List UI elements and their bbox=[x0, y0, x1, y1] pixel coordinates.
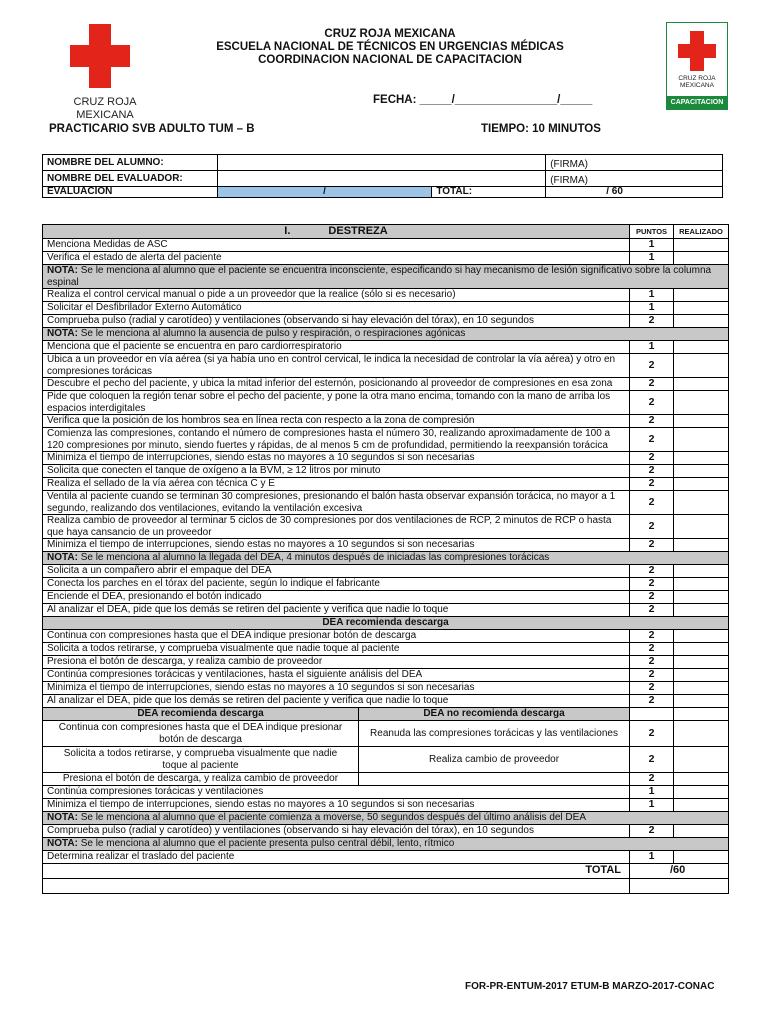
nota-label: NOTA: bbox=[47, 552, 78, 564]
nota-body: Se le menciona al alumno que el paciente presenta pulso central débil, lento, rítmico bbox=[77, 838, 455, 850]
criterion-text: Solicitar el Desfibrilador Externo Automático bbox=[43, 302, 630, 315]
realizado-checkbox[interactable] bbox=[674, 747, 729, 773]
realizado-checkbox[interactable] bbox=[674, 565, 729, 578]
table-row bbox=[43, 415, 729, 428]
logo-left-line1: CRUZ ROJA bbox=[73, 96, 137, 108]
criterion-text: Pide que coloquen la región tenar sobre el pecho del paciente, y pone la otra mano encima, tomando con la mano de arriba los espacios interdigitales bbox=[43, 391, 630, 415]
logo-left-line2: MEXICANA bbox=[76, 109, 134, 121]
realizado-checkbox[interactable] bbox=[674, 239, 729, 252]
table-row bbox=[43, 825, 729, 838]
points-value: 2 bbox=[630, 378, 674, 391]
table-row bbox=[43, 491, 729, 515]
criterion-text: Minimiza el tiempo de interrupciones, siendo estas no mayores a 10 segundos si son necesarias bbox=[43, 682, 630, 695]
table-row bbox=[43, 354, 729, 378]
criterion-text: Comprueba pulso (radial y carotídeo) y ventilaciones (observando si hay elevación del tórax), en 10 segundos bbox=[43, 315, 630, 328]
split-left-text: Continua con compresiones hasta que el DEA indique presionar botón de descarga bbox=[43, 721, 359, 747]
footer-code: FOR-PR-ENTUM-2017 ETUM-B MARZO-2017-CONAC bbox=[465, 981, 715, 992]
realizado-checkbox[interactable] bbox=[674, 452, 729, 465]
points-value: 1 bbox=[630, 851, 674, 864]
nota-label: NOTA: bbox=[47, 265, 78, 276]
red-cross-icon bbox=[678, 31, 716, 71]
points-value: 1 bbox=[630, 786, 674, 799]
header-line2: ESCUELA NACIONAL DE TÉCNICOS EN URGENCIAS MÉDICAS bbox=[216, 41, 564, 53]
criterion-text: Descubre el pecho del paciente, y ubica la mitad inferior del esternón, posicionando al proveedor de compresiones en esa zona bbox=[43, 378, 630, 391]
split-left-text: Solicita a todos retirarse, y comprueba visualmente que nadie toque al paciente bbox=[43, 747, 359, 773]
firma-evaluador[interactable]: (FIRMA) bbox=[546, 171, 723, 187]
points-value: 2 bbox=[630, 465, 674, 478]
table-row bbox=[43, 799, 729, 812]
table-row bbox=[43, 289, 729, 302]
realizado-checkbox[interactable] bbox=[674, 695, 729, 708]
table-row bbox=[43, 378, 729, 391]
realizado-checkbox[interactable] bbox=[674, 302, 729, 315]
split-right-text bbox=[359, 773, 630, 786]
nota-label: NOTA: bbox=[47, 838, 78, 850]
realizado-checkbox[interactable] bbox=[674, 354, 729, 378]
realizado-checkbox[interactable] bbox=[674, 630, 729, 643]
total-label: TOTAL: bbox=[432, 187, 546, 198]
document-header bbox=[180, 28, 600, 67]
nota-row bbox=[43, 328, 729, 341]
nota-row bbox=[43, 265, 729, 289]
table-row bbox=[43, 539, 729, 552]
realizado-checkbox[interactable] bbox=[674, 315, 729, 328]
criterion-text: Solicita a todos retirarse, y comprueba visualmente que nadie toque al paciente bbox=[43, 643, 630, 656]
fecha-field[interactable]: FECHA: _____/________________/_____ bbox=[373, 94, 593, 106]
total-label: TOTAL bbox=[43, 864, 630, 879]
realizado-checkbox[interactable] bbox=[674, 491, 729, 515]
split-row bbox=[43, 773, 729, 786]
points-value: 2 bbox=[630, 825, 674, 838]
alumno-input[interactable] bbox=[217, 155, 545, 171]
table-row bbox=[43, 252, 729, 265]
points-value: 1 bbox=[630, 252, 674, 265]
table-row bbox=[43, 428, 729, 452]
criterion-text: Continúa compresiones torácicas y ventilaciones bbox=[43, 786, 630, 799]
table-row bbox=[43, 851, 729, 864]
table-row bbox=[43, 452, 729, 465]
criterion-text: Ubica a un proveedor en vía aérea (si ya había uno en control cervical, le indica la necesidad de controlar la vía aérea) y otro en compresiones torácicas bbox=[43, 354, 630, 378]
points-value: 2 bbox=[630, 515, 674, 539]
section-number: I. bbox=[284, 224, 291, 237]
section-title bbox=[43, 225, 630, 239]
col-realizado-header: REALIZADO bbox=[674, 225, 729, 239]
realizado-checkbox[interactable] bbox=[674, 289, 729, 302]
criterion-text: Presiona el botón de descarga, y realiza cambio de proveedor bbox=[43, 656, 630, 669]
realizado-checkbox[interactable] bbox=[674, 578, 729, 591]
criterion-text: Enciende el DEA, presionando el botón indicado bbox=[43, 591, 630, 604]
firma-alumno[interactable]: (FIRMA) bbox=[546, 155, 723, 171]
points-value: 1 bbox=[630, 289, 674, 302]
nota-body: Se le menciona al alumno que el paciente comienza a moverse, 50 segundos después del último análisis del DEA bbox=[77, 812, 586, 824]
tiempo-label: TIEMPO: 10 MINUTOS bbox=[481, 123, 601, 135]
evaluador-input[interactable] bbox=[217, 171, 545, 187]
realizado-checkbox[interactable] bbox=[674, 391, 729, 415]
points-value: 2 bbox=[630, 643, 674, 656]
empty-cell bbox=[630, 708, 674, 721]
red-cross-icon bbox=[70, 24, 130, 88]
table-row bbox=[43, 591, 729, 604]
nota-text bbox=[43, 265, 729, 289]
nota-label: NOTA: bbox=[47, 812, 78, 824]
student-info-table bbox=[42, 154, 723, 198]
realizado-checkbox[interactable] bbox=[674, 682, 729, 695]
col-puntos-header: PUNTOS bbox=[630, 225, 674, 239]
criterion-text: Comprueba pulso (radial y carotídeo) y ventilaciones (observando si hay elevación del tórax), en 10 segundos bbox=[43, 825, 630, 838]
criterion-text: Ventila al paciente cuando se terminan 30 compresiones, presionando el balón hasta observar expansión torácica, no mayor a 1 segundo, realizando dos ventilaciones, evitando la ventilación excesiva bbox=[43, 491, 630, 515]
realizado-checkbox[interactable] bbox=[674, 341, 729, 354]
empty-cell bbox=[674, 708, 729, 721]
table-row bbox=[43, 669, 729, 682]
points-value: 2 bbox=[630, 630, 674, 643]
criterion-text: Realiza el sellado de la vía aérea con técnica C y E bbox=[43, 478, 630, 491]
section-header-row bbox=[43, 225, 729, 239]
points-value: 2 bbox=[630, 478, 674, 491]
points-value: 2 bbox=[630, 315, 674, 328]
nota-label: NOTA: bbox=[47, 328, 78, 340]
table-row bbox=[43, 630, 729, 643]
table-row bbox=[43, 239, 729, 252]
evaluacion-label: EVALUACION bbox=[43, 187, 218, 198]
criterion-text: Comienza las compresiones, contando el número de compresiones hasta el número 30, realizando aproximadamente de 100 a 120 compresiones por minuto, siendo fuertes y rápidas, de al menos 5 cm de profundidad, permitiendo la reexpansión torácica bbox=[43, 428, 630, 452]
criterion-text: Realiza cambio de proveedor al terminar 5 ciclos de 30 compresiones por dos ventilaciones de RCP, 2 minutos de RCP o hasta que haya cansancio de un proveedor bbox=[43, 515, 630, 539]
logo-cruz-roja-left bbox=[60, 24, 150, 122]
dea-header-row bbox=[43, 617, 729, 630]
dea-recomienda-header: DEA recomienda descarga bbox=[43, 617, 729, 630]
evaluador-label: NOMBRE DEL EVALUADOR: bbox=[43, 171, 218, 187]
points-value: 2 bbox=[630, 354, 674, 378]
table-row bbox=[43, 515, 729, 539]
table-row bbox=[43, 695, 729, 708]
logo-right-band: CAPACITACION bbox=[667, 96, 727, 109]
table-row bbox=[43, 578, 729, 591]
logo-capacitacion-right bbox=[666, 22, 728, 110]
criterion-text: Solicita a un compañero abrir el empaque del DEA bbox=[43, 565, 630, 578]
nota-row bbox=[43, 838, 729, 851]
total-score: /60 bbox=[630, 864, 729, 879]
alumno-label: NOMBRE DEL ALUMNO: bbox=[43, 155, 218, 171]
table-row bbox=[43, 341, 729, 354]
points-value: 2 bbox=[630, 591, 674, 604]
criterion-text: Menciona que el paciente se encuentra en paro cardiorrespiratorio bbox=[43, 341, 630, 354]
points-value: 2 bbox=[630, 415, 674, 428]
split-row bbox=[43, 747, 729, 773]
realizado-checkbox[interactable] bbox=[674, 539, 729, 552]
criterion-text: Verifica el estado de alerta del paciente bbox=[43, 252, 630, 265]
realizado-checkbox[interactable] bbox=[674, 415, 729, 428]
table-row bbox=[43, 643, 729, 656]
checklist-table bbox=[42, 224, 729, 894]
criterion-text: Realiza el control cervical manual o pide a un proveedor que la realice (sólo si es necesario) bbox=[43, 289, 630, 302]
table-row bbox=[43, 391, 729, 415]
practicario-title: PRACTICARIO SVB ADULTO TUM – B bbox=[49, 123, 255, 135]
points-value: 2 bbox=[630, 491, 674, 515]
points-value: 1 bbox=[630, 239, 674, 252]
realizado-checkbox[interactable] bbox=[674, 478, 729, 491]
points-value: 2 bbox=[630, 721, 674, 747]
table-row bbox=[43, 786, 729, 799]
points-value: 2 bbox=[630, 773, 674, 786]
table-row bbox=[43, 315, 729, 328]
realizado-checkbox[interactable] bbox=[674, 378, 729, 391]
realizado-checkbox[interactable] bbox=[674, 773, 729, 786]
realizado-checkbox[interactable] bbox=[674, 252, 729, 265]
criterion-text: Conecta los parches en el tórax del paciente, según lo indique el fabricante bbox=[43, 578, 630, 591]
points-value: 2 bbox=[630, 669, 674, 682]
realizado-checkbox[interactable] bbox=[674, 515, 729, 539]
table-row bbox=[43, 465, 729, 478]
total-value: / 60 bbox=[606, 186, 623, 197]
realizado-checkbox[interactable] bbox=[674, 799, 729, 812]
nota-text bbox=[43, 838, 729, 851]
split-left-header: DEA recomienda descarga bbox=[43, 708, 359, 721]
table-row bbox=[43, 478, 729, 491]
criterion-text: Minimiza el tiempo de interrupciones, siendo estas no mayores a 10 segundos si son necesarias bbox=[43, 539, 630, 552]
section-name: DESTREZA bbox=[328, 224, 388, 237]
realizado-checkbox[interactable] bbox=[674, 721, 729, 747]
split-header-row bbox=[43, 708, 729, 721]
split-left-text: Presiona el botón de descarga, y realiza cambio de proveedor bbox=[43, 773, 359, 786]
criterion-text: Continua con compresiones hasta que el DEA indique presionar botón de descarga bbox=[43, 630, 630, 643]
logo-right-line2: MEXICANA bbox=[680, 82, 714, 89]
points-value: 1 bbox=[630, 302, 674, 315]
points-value: 2 bbox=[630, 565, 674, 578]
table-row bbox=[43, 656, 729, 669]
points-value: 2 bbox=[630, 578, 674, 591]
split-row bbox=[43, 721, 729, 747]
realizado-checkbox[interactable] bbox=[674, 669, 729, 682]
total-row bbox=[43, 864, 729, 879]
split-right-text: Reanuda las compresiones torácicas y las ventilaciones bbox=[359, 721, 630, 747]
split-right-text: Realiza cambio de proveedor bbox=[359, 747, 630, 773]
criterion-text: Al analizar el DEA, pide que los demás se retiren del paciente y verifica que nadie lo toque bbox=[43, 604, 630, 617]
criterion-text: Al analizar el DEA, pide que los demás se retiren del paciente y verifica que nadie lo toque bbox=[43, 695, 630, 708]
realizado-checkbox[interactable] bbox=[674, 465, 729, 478]
points-value: 2 bbox=[630, 656, 674, 669]
nota-body: Se le menciona al alumno que el paciente se encuentra inconsciente, especificando si hay mecanismo de lesión significativo sobre la columna espinal bbox=[47, 265, 712, 288]
points-value: 2 bbox=[630, 604, 674, 617]
nota-text bbox=[43, 812, 729, 825]
realizado-checkbox[interactable] bbox=[674, 786, 729, 799]
nota-row bbox=[43, 812, 729, 825]
empty-row bbox=[43, 879, 729, 894]
points-value: 1 bbox=[630, 341, 674, 354]
criterion-text: Minimiza el tiempo de interrupciones, siendo estas no mayores a 10 segundos si son necesarias bbox=[43, 799, 630, 812]
realizado-checkbox[interactable] bbox=[674, 851, 729, 864]
points-value: 2 bbox=[630, 452, 674, 465]
criterion-text: Solicita que conecten el tanque de oxígeno a la BVM, ≥ 12 litros por minuto bbox=[43, 465, 630, 478]
points-value: 2 bbox=[630, 695, 674, 708]
realizado-checkbox[interactable] bbox=[674, 428, 729, 452]
table-row bbox=[43, 604, 729, 617]
criterion-text: Verifica que la posición de los hombros sea en línea recta con respecto a la zona de compresión bbox=[43, 415, 630, 428]
header-line1: CRUZ ROJA MEXICANA bbox=[324, 28, 456, 40]
criterion-text: Determina realizar el traslado del paciente bbox=[43, 851, 630, 864]
nota-text bbox=[43, 552, 729, 565]
realizado-checkbox[interactable] bbox=[674, 604, 729, 617]
points-value: 2 bbox=[630, 539, 674, 552]
nota-text bbox=[43, 328, 729, 341]
nota-row bbox=[43, 552, 729, 565]
evaluacion-value[interactable]: / bbox=[217, 187, 432, 198]
table-row bbox=[43, 302, 729, 315]
nota-body: Se le menciona al alumno la llegada del DEA, 4 minutos después de iniciadas las compresiones torácicas bbox=[77, 552, 550, 564]
table-row bbox=[43, 682, 729, 695]
points-value: 2 bbox=[630, 428, 674, 452]
criterion-text: Minimiza el tiempo de interrupciones, siendo estas no mayores a 10 segundos si son necesarias bbox=[43, 452, 630, 465]
logo-right-line1: CRUZ ROJA bbox=[678, 75, 716, 82]
realizado-checkbox[interactable] bbox=[674, 656, 729, 669]
points-value: 2 bbox=[630, 682, 674, 695]
realizado-checkbox[interactable] bbox=[674, 591, 729, 604]
points-value: 2 bbox=[630, 747, 674, 773]
split-right-header: DEA no recomienda descarga bbox=[359, 708, 630, 721]
empty-cell bbox=[630, 879, 729, 894]
points-value: 1 bbox=[630, 799, 674, 812]
empty-cell bbox=[43, 879, 630, 894]
points-value: 2 bbox=[630, 391, 674, 415]
realizado-checkbox[interactable] bbox=[674, 825, 729, 838]
nota-body: Se le menciona al alumno la ausencia de pulso y respiración, o respiraciones agónicas bbox=[77, 328, 466, 340]
criterion-text: Continúa compresiones torácicas y ventilaciones, hasta el siguiente análisis del DEA bbox=[43, 669, 630, 682]
table-row bbox=[43, 565, 729, 578]
realizado-checkbox[interactable] bbox=[674, 643, 729, 656]
criterion-text: Menciona Medidas de ASC bbox=[43, 239, 630, 252]
header-line3: COORDINACION NACIONAL DE CAPACITACION bbox=[258, 54, 522, 66]
